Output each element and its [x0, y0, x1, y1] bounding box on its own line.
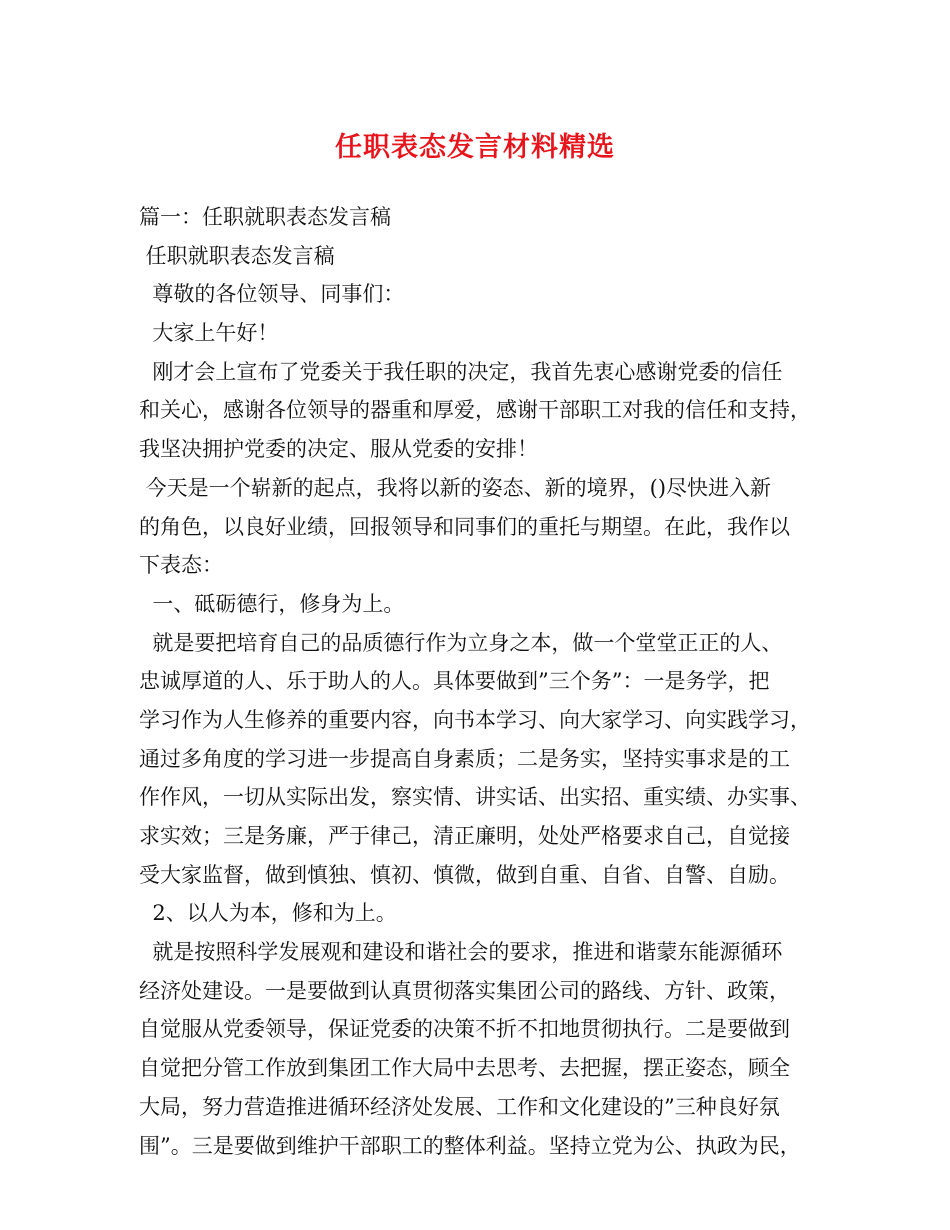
text-line: 尊敬的各位领导、同事们： [139, 282, 405, 307]
text-line: 就是按照科学发展观和建设和谐社会的要求，推进和谐蒙东能源循环 [139, 940, 783, 965]
text-line: 我坚决拥护党委的决定、服从党委的安排！ [139, 437, 538, 462]
text-line: 的角色，以良好业绩，回报领导和同事们的重托与期望。在此，我作以 [139, 514, 790, 539]
text-line: 下表态： [139, 553, 223, 578]
text-line: 就是要把培育自己的品质德行作为立身之本，做一个堂堂正正的人、 [139, 630, 783, 655]
text-line: 大家上午好！ [139, 321, 279, 346]
text-line: 大局，努力营造推进循环经济处发展、工作和文化建设的”三种良好氛 [139, 1094, 780, 1119]
document-title: 任职表态发言材料精选 [335, 132, 615, 163]
text-line: 自觉把分管工作放到集团工作大局中去思考、去把握，摆正姿态，顾全 [139, 1056, 790, 1081]
text-line: 求实效；三是务廉，严于律己，清正廉明，处处严格要求自己，自觉接 [139, 824, 790, 848]
text-line: 学习作为人生修养的重要内容，向书本学习、向大家学习、向实践学习， [139, 707, 811, 732]
text-line: 2、以人为本，修和为上。 [139, 901, 397, 926]
text-line: 忠诚厚道的人、乐于助人的人。具体要做到”三个务”：一是务学，把 [139, 669, 770, 694]
document-body [139, 198, 829, 1165]
text-line: 一、砥砺德行，修身为上。 [139, 591, 405, 616]
text-line: 篇一：任职就职表态发言稿 [139, 205, 391, 229]
text-line: 自觉服从党委领导，保证党委的决策不折不扣地贯彻执行。二是要做到 [139, 1017, 790, 1042]
text-line: 受大家监督，做到慎独、慎初、慎微，做到自重、自省、自警、自励。 [139, 862, 790, 887]
text-line: 围”。三是要做到维护干部职工的整体利益。坚持立党为公、执政为民， [139, 1133, 801, 1158]
text-line: 任职就职表态发言稿 [139, 243, 335, 268]
text-line: 刚才会上宣布了党委关于我任职的决定，我首先衷心感谢党委的信任 [139, 359, 783, 384]
text-line: 经济处建设。一是要做到认真贯彻落实集团公司的路线、方针、政策， [139, 978, 790, 1003]
text-line: 通过多角度的学习进一步提高自身素质；二是务实，坚持实事求是的工 [139, 746, 790, 771]
text-line: 和关心，感谢各位领导的器重和厚爱，感谢干部职工对我的信任和支持， [139, 398, 811, 423]
text-line: 作作风，一切从实际出发，察实情、讲实话、出实招、重实绩、办实事、 [139, 785, 811, 810]
text-line: 今天是一个崭新的起点，我将以新的姿态、新的境界，()尽快进入新 [139, 475, 772, 500]
